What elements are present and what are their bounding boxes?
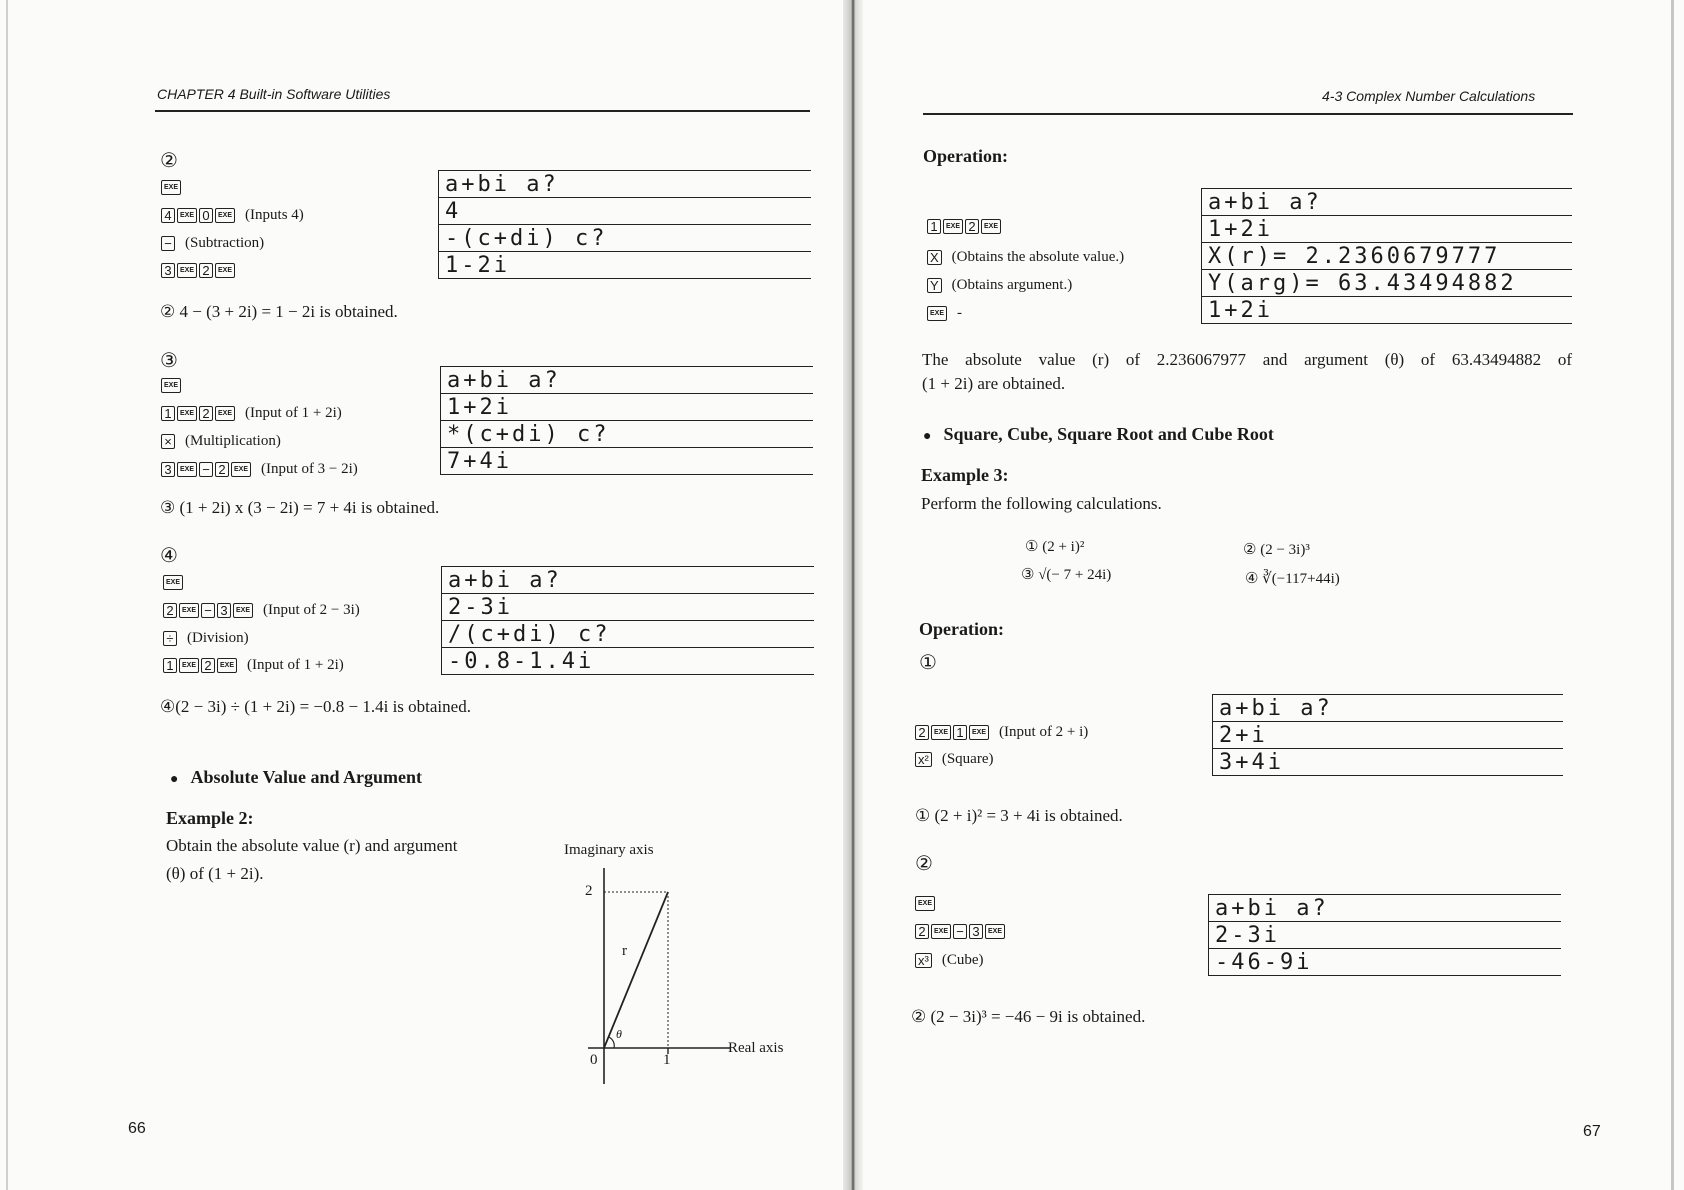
display-line: Y(arg)= 63.43494882 — [1202, 270, 1572, 297]
display-line: 2-3i — [1209, 922, 1561, 949]
calculator-key-icon: EXE — [981, 219, 1001, 234]
step3-key-row — [161, 405, 342, 422]
calculator-key-icon: EXE — [177, 462, 197, 477]
problem-item: ① (2 + i)² — [1025, 539, 1085, 555]
calculator-key-icon: 1 — [161, 406, 175, 421]
step4-result: ④(2 − 3i) ÷ (1 + 2i) = −0.8 − 1.4i is obtained. — [160, 697, 471, 716]
step3-key-row — [161, 433, 281, 450]
example3-text: Perform the following calculations. — [921, 494, 1162, 513]
calculator-key-icon: − — [201, 603, 215, 618]
key-description: (Input of 1 + 2i) — [247, 657, 344, 673]
display-line: 1-2i — [439, 252, 811, 279]
display-line: 1+2i — [1202, 297, 1572, 324]
calculator-key-icon: − — [199, 462, 213, 477]
display-line: 2+i — [1213, 722, 1563, 749]
calculator-key-icon: 2 — [199, 406, 213, 421]
calculator-key-icon: X — [927, 250, 942, 265]
display-line: 1+2i — [441, 394, 813, 421]
calculator-key-icon: 0 — [199, 208, 213, 223]
key-description: (Subtraction) — [185, 235, 265, 251]
abs-key-row — [927, 305, 962, 322]
calculator-key-icon: 3 — [969, 924, 983, 939]
key-description: (Square) — [941, 751, 994, 767]
key-description: (Inputs 4) — [245, 207, 304, 223]
step2-result: ② 4 − (3 + 2i) = 1 − 2i is obtained. — [160, 302, 398, 321]
step3-result: ③ (1 + 2i) x (3 − 2i) = 7 + 4i is obtained. — [160, 498, 440, 517]
calculator-key-icon: EXE — [217, 658, 237, 673]
key-description: (Input of 3 − 2i) — [261, 461, 358, 477]
step4-key-row — [163, 602, 360, 619]
section-title-absolute-value: ● Absolute Value and Argument — [170, 767, 422, 788]
calculator-key-icon: EXE — [179, 603, 199, 618]
display-line: 7+4i — [441, 448, 813, 475]
calculator-key-icon: EXE — [177, 208, 197, 223]
display-line: 4 — [439, 198, 811, 225]
calculator-key-icon: EXE — [161, 378, 181, 393]
display-line: -0.8-1.4i — [442, 648, 814, 675]
display-line: a+bi a? — [442, 567, 814, 594]
left-page-number: 66 — [128, 1120, 146, 1137]
real-axis-label: Real axis — [728, 1040, 784, 1056]
calculator-key-icon: x³ — [915, 953, 932, 968]
calculator-key-icon: 1 — [163, 658, 177, 673]
angle-theta-label: θ — [616, 1027, 622, 1041]
step2-key-row — [161, 207, 304, 224]
key-description: (Input of 2 − 3i) — [263, 602, 360, 618]
display-line: 1+2i — [1202, 216, 1572, 243]
step4-key-row — [163, 630, 249, 647]
display-line: a+bi a? — [1202, 189, 1572, 216]
display-line: a+bi a? — [1213, 695, 1563, 722]
abs-result-line: (1 + 2i) are obtained. — [922, 374, 1066, 393]
display-line: 2-3i — [442, 594, 814, 621]
operation-label: Operation: — [923, 146, 1008, 166]
display-line: *(c+di) c? — [441, 421, 813, 448]
abs-key-row — [927, 277, 1072, 294]
key-description: - — [957, 305, 963, 321]
calculator-key-icon: Y — [927, 278, 942, 293]
calculator-key-icon: 3 — [217, 603, 231, 618]
key-description: (Obtains the absolute value.) — [951, 249, 1125, 265]
calculator-key-icon: EXE — [177, 406, 197, 421]
square-key-row — [915, 751, 994, 768]
left-running-header: CHAPTER 4 Built-in Software Utilities — [157, 86, 391, 102]
calculator-key-icon: EXE — [161, 180, 181, 195]
calculator-key-icon: 1 — [927, 219, 941, 234]
cube-key-row — [915, 924, 1005, 939]
operation-label-2: Operation: — [919, 619, 1004, 639]
calculator-key-icon: EXE — [969, 725, 989, 740]
calculator-key-icon: EXE — [931, 725, 951, 740]
calculator-key-icon: 1 — [953, 725, 967, 740]
calculator-key-icon: EXE — [215, 263, 235, 278]
calculator-key-icon: EXE — [215, 208, 235, 223]
calculator-key-icon: EXE — [179, 658, 199, 673]
square-display — [1212, 694, 1563, 776]
calculator-key-icon: 2 — [915, 924, 929, 939]
cube-key-row — [915, 896, 935, 911]
example2-text: (θ) of (1 + 2i). — [166, 864, 264, 883]
calculator-key-icon: EXE — [985, 924, 1005, 939]
calculator-key-icon: EXE — [177, 263, 197, 278]
step3-display — [440, 366, 813, 475]
display-line: -46-9i — [1209, 949, 1561, 976]
calculator-key-icon: EXE — [943, 219, 963, 234]
calculator-key-icon: × — [161, 434, 175, 449]
calculator-key-icon: 4 — [161, 208, 175, 223]
step2-marker: ② — [160, 148, 178, 172]
square-key-row — [915, 724, 1088, 741]
step4-key-row — [163, 575, 183, 590]
calculator-key-icon: EXE — [231, 462, 251, 477]
display-line: X(r)= 2.2360679777 — [1202, 243, 1572, 270]
step4-marker: ④ — [160, 543, 178, 567]
calculator-key-icon: 2 — [163, 603, 177, 618]
step3-key-row — [161, 461, 358, 478]
problem-item: ③ √(− 7 + 24i) — [1021, 567, 1112, 583]
key-description: (Input of 1 + 2i) — [245, 405, 342, 421]
step2-key-row — [161, 180, 181, 195]
square-result: ① (2 + i)² = 3 + 4i is obtained. — [915, 806, 1123, 825]
step2-key-row — [161, 263, 235, 278]
step4-display — [441, 566, 814, 675]
step3-marker: ③ — [160, 348, 178, 372]
cube-marker: ② — [915, 851, 933, 875]
step4-key-row — [163, 657, 344, 674]
calculator-key-icon: − — [161, 236, 175, 251]
display-line: a+bi a? — [439, 171, 811, 198]
key-description: (Multiplication) — [185, 433, 281, 449]
calculator-key-icon: 2 — [199, 263, 213, 278]
calculator-key-icon: x² — [915, 752, 932, 767]
origin-label: 0 — [590, 1052, 598, 1068]
right-page-number: 67 — [1583, 1123, 1601, 1140]
problem-item: ② (2 − 3i)³ — [1243, 542, 1310, 558]
cube-display — [1208, 894, 1561, 976]
right-page — [845, 0, 1684, 1190]
cube-key-row — [915, 952, 984, 969]
left-header-rule — [155, 110, 810, 112]
calculator-key-icon: EXE — [163, 575, 183, 590]
calculator-key-icon: EXE — [215, 406, 235, 421]
display-line: 3+4i — [1213, 749, 1563, 776]
key-description: (Obtains argument.) — [951, 277, 1073, 293]
calculator-key-icon: 3 — [161, 263, 175, 278]
calculator-key-icon: 2 — [215, 462, 229, 477]
key-description: (Input of 2 + i) — [999, 724, 1089, 740]
calculator-key-icon: EXE — [233, 603, 253, 618]
display-line: -(c+di) c? — [439, 225, 811, 252]
display-line: a+bi a? — [1209, 895, 1561, 922]
abs-display — [1201, 188, 1572, 324]
calculator-key-icon: ÷ — [163, 631, 177, 646]
calculator-key-icon: 2 — [201, 658, 215, 673]
step3-key-row — [161, 378, 181, 393]
x-tick-label: 1 — [663, 1052, 671, 1068]
example3-title: Example 3: — [921, 465, 1009, 485]
vector-r — [604, 892, 668, 1048]
step2-key-row — [161, 235, 264, 252]
display-line: a+bi a? — [441, 367, 813, 394]
calculator-key-icon: EXE — [931, 924, 951, 939]
step2-display — [438, 170, 811, 279]
angle-arc — [609, 1037, 614, 1048]
calculator-key-icon: EXE — [927, 306, 947, 321]
right-header-rule — [923, 113, 1573, 115]
key-description: (Cube) — [941, 952, 984, 968]
calculator-key-icon: 3 — [161, 462, 175, 477]
right-running-header: 4-3 Complex Number Calculations — [1322, 88, 1536, 104]
calculator-key-icon: 2 — [965, 219, 979, 234]
key-description: (Division) — [187, 630, 249, 646]
vector-r-label: r — [622, 943, 627, 959]
abs-result-line: The absolute value (r) of 2.236067977 and argument (θ) of 63.43494882 of — [922, 350, 1572, 369]
abs-key-row — [927, 219, 1001, 234]
calculator-key-icon: − — [953, 924, 967, 939]
example2-title: Example 2: — [166, 808, 254, 828]
cube-result: ② (2 − 3i)³ = −46 − 9i is obtained. — [911, 1007, 1146, 1026]
display-line: /(c+di) c? — [442, 621, 814, 648]
y-tick-label: 2 — [585, 883, 593, 899]
calculator-key-icon: EXE — [915, 896, 935, 911]
abs-key-row — [927, 249, 1124, 266]
problem-item: ④ ∛(−117+44i) — [1245, 571, 1340, 587]
square-marker: ① — [919, 650, 937, 674]
section-title-powers-roots: ● Square, Cube, Square Root and Cube Root — [923, 424, 1274, 445]
calculator-key-icon: 2 — [915, 725, 929, 740]
example2-text: Obtain the absolute value (r) and argument — [166, 836, 458, 855]
imaginary-axis-label: Imaginary axis — [564, 842, 654, 858]
